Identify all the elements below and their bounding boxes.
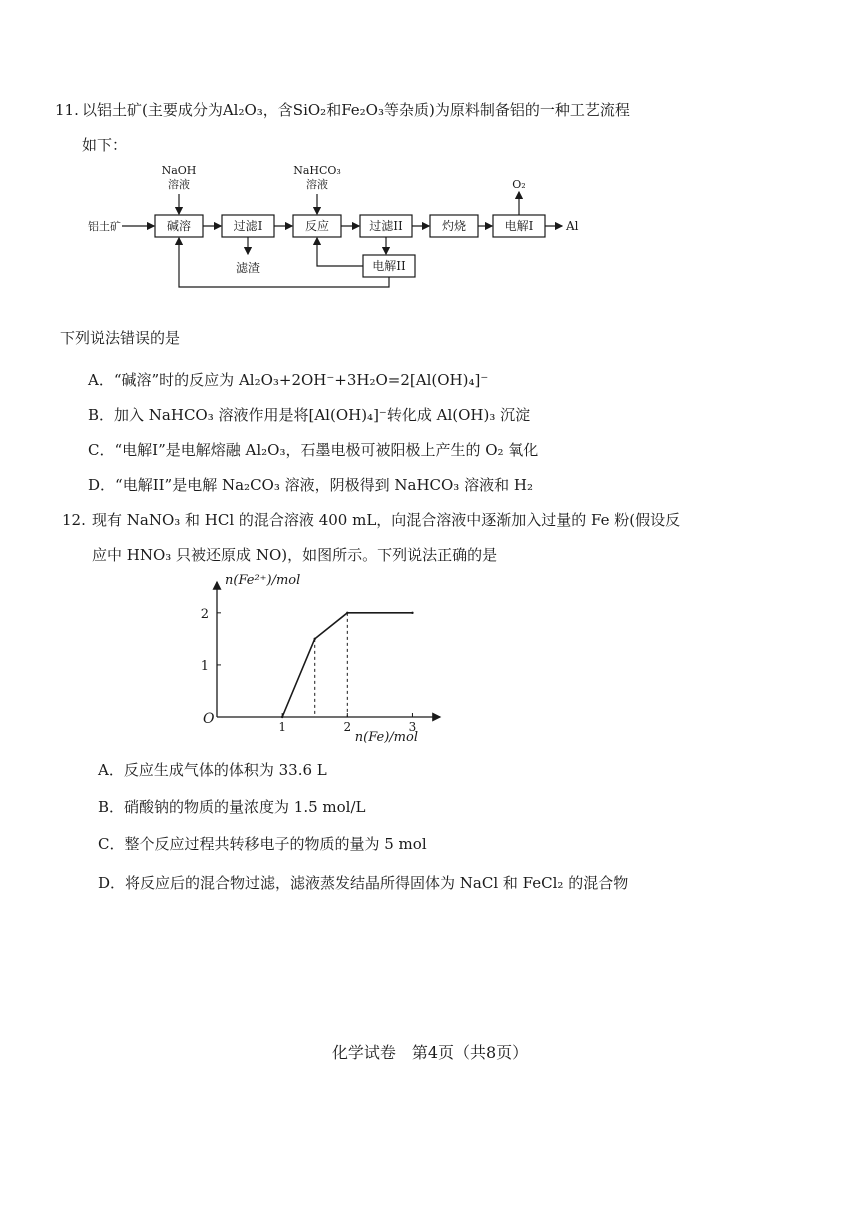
chart-svg [185,572,455,752]
box-filter2-label: 过滤II [369,219,403,233]
q12-option-c: C．整个反应过程共转移电子的物质的量为 5 mol [98,835,427,853]
q12-stem-line1: 现有 NaNO₃ 和 HCl 的混合溶液 400 mL，向混合溶液中逐渐加入过量的 Fe 粉(假设反 [92,511,681,529]
q12-option-a: A．反应生成气体的体积为 33.6 L [98,761,327,779]
fe-chart [185,572,455,752]
q11-option-b: B．加入 NaHCO₃ 溶液作用是将[Al(OH)₄]⁻转化成 Al(OH)₃ 沉淀 [88,406,531,424]
q11-stem-line1: 以铝土矿(主要成分为Al₂O₃，含SiO₂和Fe₂O₃等杂质)为原料制备铝的一种工艺流程 [82,101,630,119]
data-point [314,638,316,640]
q11-option-a: A．“碱溶”时的反应为 Al₂O₃+2OH⁻+3H₂O=2[Al(OH)₄]⁻ [88,371,489,389]
naoh-label: NaOH [161,164,197,177]
y-tick-label-1: 1 [200,658,209,674]
box-alkali-label: 碱溶 [166,219,192,233]
q12-stem-line2: 应中 HNO₃ 只被还原成 NO)，如图所示。下列说法正确的是 [92,546,498,564]
q12-number: 12. [62,511,86,529]
q11-question: 下列说法错误的是 [60,329,181,347]
y-axis-label: n(Fe²⁺)/mol [225,573,301,588]
feed-label: 铝土矿 [88,220,121,233]
x-tick-label-1: 1 [278,720,286,734]
q11-option-c: C．“电解I”是电解熔融 Al₂O₃，石墨电极可被阳极上产生的 O₂ 氧化 [88,441,539,459]
x-axis-label: n(Fe)/mol [354,730,419,745]
q11-stem-line2: 如下： [82,136,128,154]
nahco3-solution-label: 溶液 [306,178,328,191]
origin-label: O [203,711,215,727]
q12-option-b: B．硝酸钠的物质的量浓度为 1.5 mol/L [98,798,366,816]
series-line [282,613,412,717]
q12-option-d: D．将反应后的混合物过滤，滤液蒸发结晶所得固体为 NaCl 和 FeCl₂ 的混合物 [98,874,629,892]
data-point [411,612,413,614]
o2-label: O₂ [512,178,526,191]
page-footer: 化学试卷 第4页（共8页） [331,1043,529,1062]
box-filter1-label: 过滤I [233,219,263,233]
box-elec2-label: 电解II [372,259,406,273]
naoh-solution-label: 溶液 [168,178,190,191]
x-tick-label-3: 3 [408,720,417,734]
residue-label: 滤渣 [235,261,261,275]
box-elec1-label: 电解I [504,219,534,233]
x-tick-label-2: 2 [343,720,352,734]
data-point [281,716,283,718]
q11-number: 11. [55,101,79,119]
flowchart-svg [80,160,640,300]
product-label: Al [566,219,579,233]
y-tick-label-2: 2 [200,606,209,622]
box-calcine-label: 灼烧 [441,219,467,233]
data-point [346,612,348,614]
nahco3-label: NaHCO₃ [293,164,341,177]
box-react-label: 反应 [304,219,330,233]
q11-option-d: D．“电解II”是电解 Na₂CO₃ 溶液，阴极得到 NaHCO₃ 溶液和 H₂ [88,476,533,494]
process-flowchart [80,160,640,300]
